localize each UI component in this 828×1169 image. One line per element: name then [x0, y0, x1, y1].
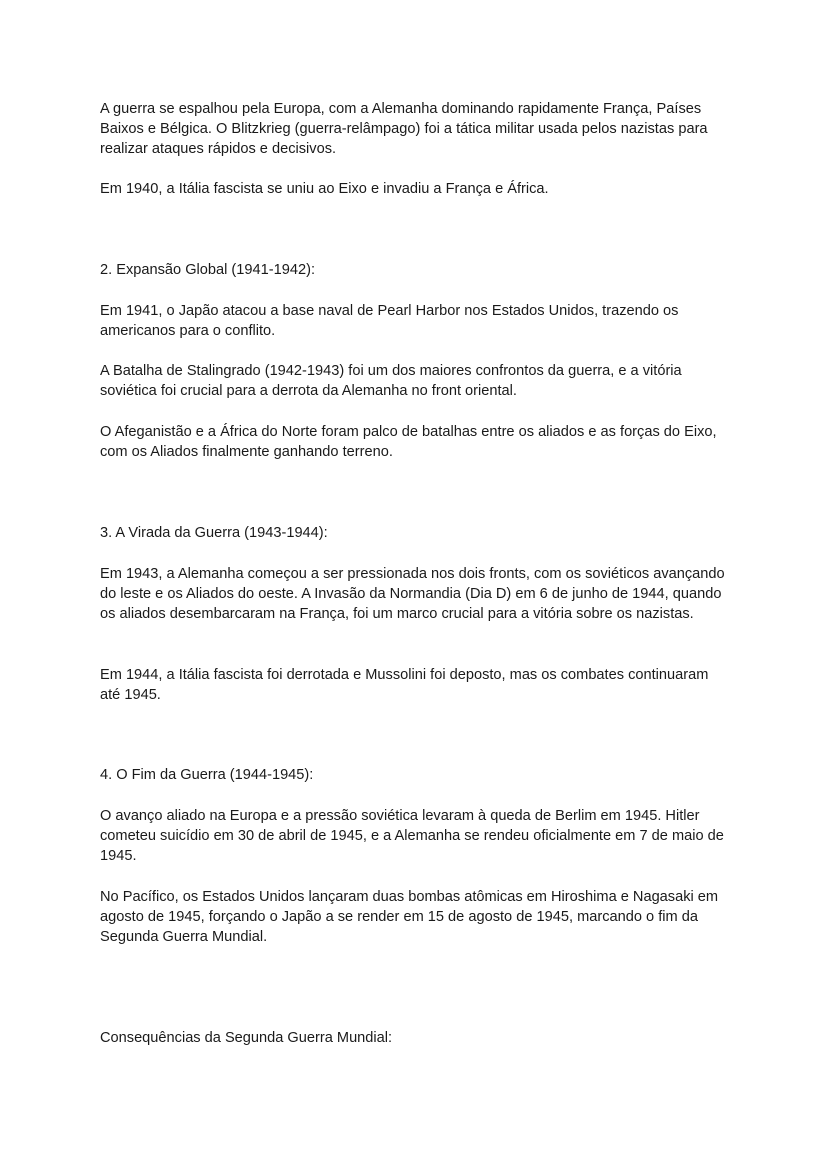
section-3-paragraph-1: Em 1943, a Alemanha começou a ser pressionada nos dois fronts, com os soviéticos avançando do leste e os Aliados do oeste. A Invasão da Normandia (Dia D) em 6 de junho de 1944, quando os aliados desembarcaram na França, foi um marco crucial para a vitória sobre os nazistas. [100, 566, 725, 623]
section-2-paragraph-1: Em 1941, o Japão atacou a base naval de Pearl Harbor nos Estados Unidos, trazendo os americanos para o conflito. [100, 303, 679, 340]
intro-paragraph-1: A guerra se espalhou pela Europa, com a Alemanha dominando rapidamente França, Países Baixos e Bélgica. O Blitzkrieg (guerra-relâmpago) foi a tática militar usada pelos nazistas para realizar ataques rápidos e decisivos. [100, 101, 708, 158]
section-heading-2: 2. Expansão Global (1941-1942): [100, 262, 315, 278]
section-3-paragraph-2: Em 1944, a Itália fascista foi derrotada e Mussolini foi deposto, mas os combates continuaram até 1945. [100, 667, 709, 704]
section-2-paragraph-2: A Batalha de Stalingrado (1942-1943) foi um dos maiores confrontos da guerra, e a vitória soviética foi crucial para a derrota da Alemanha no front oriental. [100, 363, 682, 400]
section-4-paragraph-2: No Pacífico, os Estados Unidos lançaram duas bombas atômicas em Hiroshima e Nagasaki em agosto de 1945, forçando o Japão a se render em 15 de agosto de 1945, marcando o fim da Segunda Guerra Mundial. [100, 889, 719, 946]
section-heading-3: 3. A Virada da Guerra (1943-1944): [100, 525, 328, 541]
section-heading-4: 4. O Fim da Guerra (1944-1945): [100, 767, 314, 783]
intro-paragraph-2: Em 1940, a Itália fascista se uniu ao Eixo e invadiu a França e África. [100, 181, 549, 197]
section-2-paragraph-3: O Afeganistão e a África do Norte foram palco de batalhas entre os aliados e as forças do Eixo, com os Aliados finalmente ganhando terreno. [100, 424, 717, 461]
closing-heading: Consequências da Segunda Guerra Mundial: [100, 1030, 393, 1046]
section-4-paragraph-1: O avanço aliado na Europa e a pressão soviética levaram à queda de Berlim em 1945. Hitler cometeu suicídio em 30 de abril de 1945, e a Alemanha se rendeu oficialmente em 7 de maio de 1945. [100, 808, 724, 865]
